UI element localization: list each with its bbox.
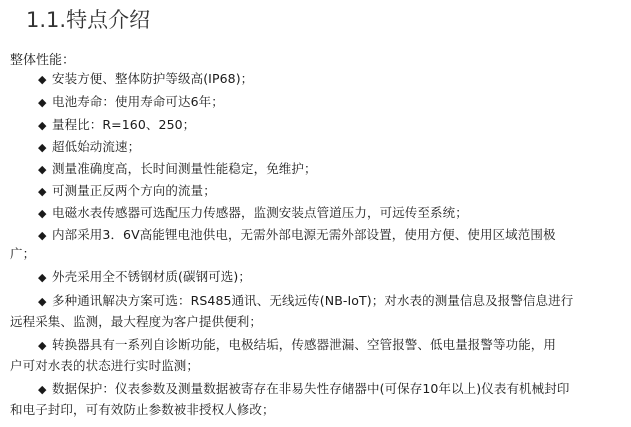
bullet-diamond-icon: ◆ xyxy=(38,339,47,352)
feature-text: 测量准确度高，长时间测量性能稳定，免维护； xyxy=(52,161,317,176)
bullet-diamond-icon: ◆ xyxy=(38,229,47,242)
bullet-diamond-icon: ◆ xyxy=(38,73,47,86)
feature-text: 可测量正反两个方向的流量； xyxy=(52,183,216,198)
feature-item xyxy=(38,204,468,223)
feature-text: 超低始动流速； xyxy=(52,139,141,154)
feature-item xyxy=(38,336,556,355)
feature-item xyxy=(38,160,317,179)
bullet-diamond-icon: ◆ xyxy=(38,141,47,154)
feature-continuation: 广； xyxy=(10,246,36,261)
feature-item xyxy=(38,226,556,245)
feature-text: 转换器具有一系列自诊断功能，电极结垢，传感器泄漏、空管报警、低电量报警等功能，用 xyxy=(52,337,557,352)
feature-item xyxy=(38,292,573,311)
feature-text: 数据保护：仪表参数及测量数据被寄存在非易失性存储器中(可保存10年以上)仪表有机械封印 xyxy=(52,381,570,396)
bullet-diamond-icon: ◆ xyxy=(38,96,47,109)
intro-label: 整体性能： xyxy=(10,53,76,68)
feature-text: 多种通讯解决方案可选：RS485通讯、无线远传(NB-IoT)；对水表的测量信息及报警信息进行 xyxy=(52,293,574,308)
bullet-diamond-icon: ◆ xyxy=(38,207,47,220)
feature-text: 电磁水表传感器可选配压力传感器，监测安装点管道压力，可远传至系统； xyxy=(52,205,468,220)
feature-text: 量程比：R=160、250； xyxy=(52,117,196,132)
bullet-diamond-icon: ◆ xyxy=(38,295,47,308)
feature-item xyxy=(38,268,251,287)
bullet-diamond-icon: ◆ xyxy=(38,163,47,176)
bullet-diamond-icon: ◆ xyxy=(38,185,47,198)
feature-item xyxy=(38,182,216,201)
bullet-diamond-icon: ◆ xyxy=(38,383,47,396)
feature-continuation: 和电子封印，可有效防止参数被非授权人修改； xyxy=(10,402,275,417)
feature-item xyxy=(38,138,140,157)
feature-text: 安装方便、整体防护等级高(IP68)； xyxy=(52,71,254,86)
feature-text: 内部采用3．6V高能锂电池供电，无需外部电源无需外部设置，使用方便、使用区域范围极 xyxy=(52,227,556,242)
feature-continuation: 远程采集、监测，最大程度为客户提供便利； xyxy=(10,314,263,329)
feature-text: 外壳采用全不锈钢材质(碳钢可选)； xyxy=(52,269,251,284)
bullet-diamond-icon: ◆ xyxy=(38,119,47,132)
feature-item xyxy=(38,116,195,135)
bullet-diamond-icon: ◆ xyxy=(38,271,47,284)
feature-item xyxy=(38,93,224,112)
feature-text: 电池寿命：使用寿命可达6年； xyxy=(52,94,224,109)
feature-continuation: 户可对水表的状态进行实时监测； xyxy=(10,358,200,373)
section-title: 1.1.特点介绍 xyxy=(26,8,151,32)
feature-item xyxy=(38,70,253,89)
feature-item xyxy=(38,380,569,399)
